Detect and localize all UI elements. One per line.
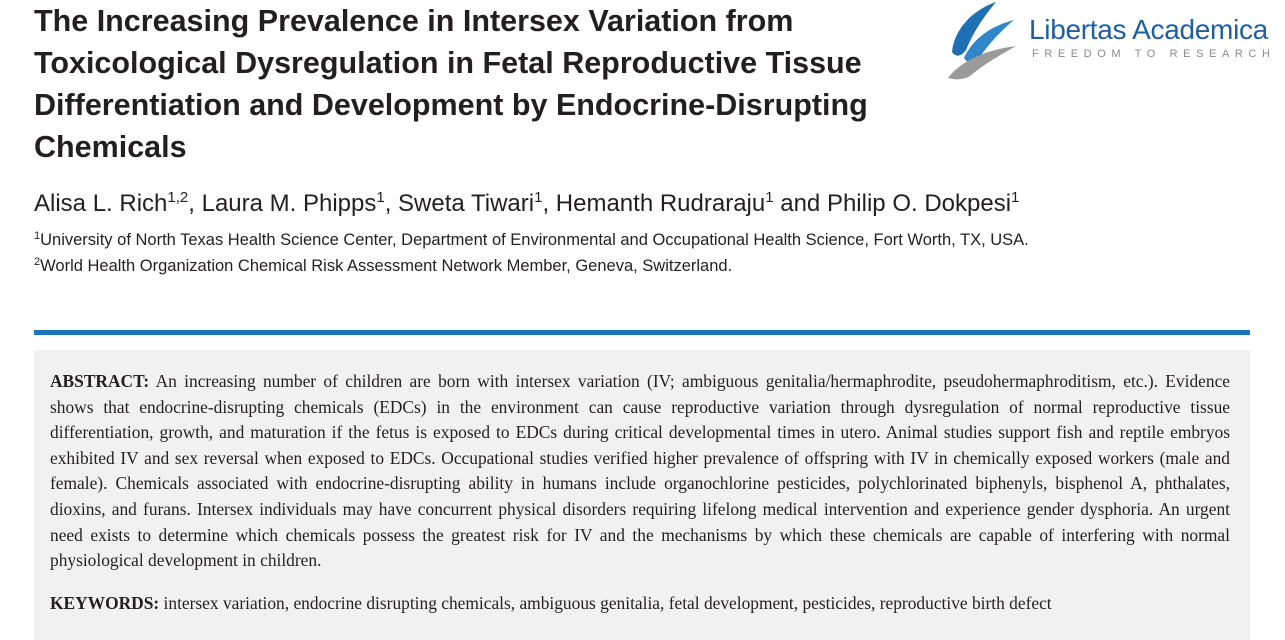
abstract-panel xyxy=(34,350,1250,640)
author-separator: , xyxy=(188,190,202,217)
abstract-label: ABSTRACT: xyxy=(50,371,150,391)
title-line: The Increasing Prevalence in Intersex Variation from xyxy=(34,4,794,38)
keywords-label: KEYWORDS: xyxy=(50,593,160,613)
keywords-text: intersex variation, endocrine disrupting chemicals, ambiguous genitalia, fetal development, pesticides, reproductive birth defect xyxy=(163,593,1052,613)
affiliation-marker: 1 xyxy=(34,230,41,242)
affiliation-text: University of North Texas Health Science Center, Department of Environmental and Occupational Health Science, Fort Worth, TX, USA. xyxy=(40,231,1029,249)
title-line: Toxicological Dysregulation in Fetal Reproductive Tissue xyxy=(34,46,862,80)
author-name: Hemanth Rudraraju xyxy=(555,190,766,217)
publisher-logo[interactable] xyxy=(944,0,1276,82)
author-affiliation-marker: 1 xyxy=(534,189,543,206)
section-divider xyxy=(34,330,1250,335)
affiliation-marker: 2 xyxy=(34,256,41,268)
author-name: Philip O. Dokpesi xyxy=(826,190,1012,217)
publisher-tagline: FREEDOM TO RESEARCH xyxy=(1032,48,1276,60)
title-line: Chemicals xyxy=(34,130,187,164)
keywords xyxy=(50,591,1230,616)
author-name: Laura M. Phipps xyxy=(201,190,377,217)
affiliation-text: World Health Organization Chemical Risk Assessment Network Member, Geneva, Switzerland. xyxy=(40,257,733,275)
article-title xyxy=(34,0,954,168)
abstract-text: An increasing number of children are born with intersex variation (IV; ambiguous genitalia/hermaphrodite, pseudohermaphroditism, etc.). Evidence shows that endocrine-disrupting chemicals (EDCs) in the environment can cause reproductive variation through dysregulation of normal reproductive tissue differentiation, growth, and maturation if the fetus is exposed to EDCs during critical developmental times in utero. Animal studies support fish and reptile embryos exhibited IV and sex reversal when exposed to EDCs. Occupational studies verified higher prevalence of offspring with IV in chemically exposed workers (male and female). Chemicals associated with endocrine-disrupting ability in humans include organochlorine pesticides, polychlorinated biphenyls, bisphenol A, phthalates, dioxins, and furans. Intersex individuals may have concurrent physical disorders requiring lifelong medical intervention and experience gender dysphoria. An urgent need exists to determine which chemicals possess the greatest risk for IV and the mechanisms by which these chemicals are capable of interfering with normal physiological development in children. xyxy=(50,371,1231,571)
author-separator: , xyxy=(542,190,556,217)
abstract xyxy=(50,369,1230,574)
author-separator: , xyxy=(384,190,399,217)
affiliation xyxy=(34,255,732,277)
feather-wings-logo-icon xyxy=(944,0,1024,82)
author-separator: and xyxy=(773,190,827,217)
publisher-name: Libertas Academica xyxy=(1029,14,1268,45)
author-affiliation-marker: 1,2 xyxy=(167,189,189,206)
author-affiliation-marker: 1 xyxy=(376,189,385,206)
author-affiliation-marker: 1 xyxy=(765,189,774,206)
author-affiliation-marker: 1 xyxy=(1011,189,1020,206)
author-name: Alisa L. Rich xyxy=(34,190,168,217)
affiliation xyxy=(34,229,1029,251)
title-line: Differentiation and Development by Endocrine-Disrupting xyxy=(34,88,868,122)
author-name: Sweta Tiwari xyxy=(398,190,535,217)
author-list xyxy=(34,188,1019,220)
